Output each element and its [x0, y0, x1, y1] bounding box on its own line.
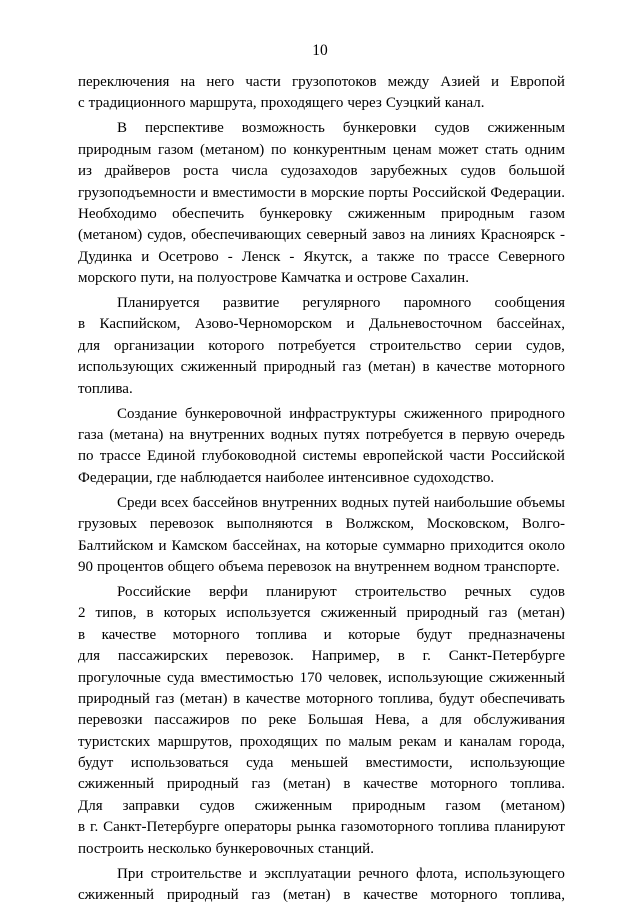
text-line: с традиционного маршрута, проходящего через Суэцкий канал.: [78, 95, 485, 112]
text-line: использующих сжиженный природный газ (метан) в качестве моторного: [78, 359, 565, 376]
text-line: грузоподъемности и вместимости в морские порты Российской Федерации.: [78, 184, 565, 201]
text-line: газа (метана) на внутренних водных путях потребуется в первую очередь: [78, 427, 565, 444]
text-line: 2 типов, в которых используется сжиженный природный газ (метан): [78, 605, 565, 622]
text-line: топлива.: [78, 380, 133, 397]
paragraph: [78, 864, 565, 906]
text-line: для пассажирских перевозок. Например, в г. Санкт-Петербурге: [78, 648, 565, 665]
paragraph: [78, 293, 565, 400]
text-line: построить несколько бункеровочных станций.: [78, 840, 374, 857]
text-line: перевозки пассажиров по реке Большая Нева, а для обслуживания: [78, 712, 565, 729]
paragraph: [78, 118, 565, 289]
page-number: 10: [312, 42, 328, 59]
text-line: Для заправки судов сжиженным природным газом (метаном): [78, 797, 565, 814]
text-line: сжиженный природный газ (метан) в качестве моторного топлива,: [78, 887, 565, 904]
text-line: Необходимо обеспечить бункеровку сжиженным природным газом: [78, 205, 565, 222]
text-line: 90 процентов общего объема перевозок на внутреннем водном транспорте.: [78, 558, 560, 575]
text-line: природным газом (метаном) по конкурентным ценам может стать одним: [78, 141, 565, 158]
text-line: в г. Санкт-Петербурге операторы рынка газомоторного топлива планируют: [78, 819, 565, 836]
document-body: [78, 72, 565, 906]
text-line: переключения на него части грузопотоков между Азией и Европой: [78, 74, 565, 90]
text-line: для организации которого потребуется строительство серии судов,: [78, 337, 565, 354]
text-line: Создание бункеровочной инфраструктуры сжиженного природного: [117, 405, 565, 422]
text-line: Среди всех бассейнов внутренних водных путей наибольшие объемы: [117, 494, 565, 511]
paragraph: [78, 493, 565, 579]
text-line: Планируется развитие регулярного паромного сообщения: [117, 295, 565, 312]
text-line: В перспективе возможность бункеровки судов сжиженным: [117, 120, 565, 137]
text-line: Федерации, где наблюдается наиболее интенсивное судоходство.: [78, 469, 495, 486]
text-line: Российские верфи планируют строительство речных судов: [117, 583, 565, 600]
text-line: туристских маршрутов, проходящих по малым рекам и каналам города,: [78, 733, 565, 750]
text-line: из драйверов роста числа судозаходов зарубежных судов большой: [78, 163, 565, 180]
text-line: Балтийском и Камском бассейнах, на которые суммарно приходится около: [78, 537, 565, 554]
text-line: прогулочные суда вместимостью 170 человек, использующие сжиженный: [78, 669, 565, 686]
text-line: морского пути, на полуострове Камчатка и острове Сахалин.: [78, 270, 469, 287]
text-line: грузовых перевозок выполняются в Волжском, Московском, Волго-: [78, 516, 565, 533]
text-line: в качестве моторного топлива и которые будут предназначены: [78, 626, 565, 643]
text-line: природный газ (метан) в качестве моторного топлива, будут обеспечивать: [78, 690, 565, 707]
text-line: (метаном) судов, обеспечивающих северный завоз на линиях Красноярск -: [78, 227, 565, 244]
text-line: сжиженный природный газ (метан) в качестве моторного топлива.: [78, 776, 565, 793]
text-line: будут использоваться суда меньшей вместимости, использующие: [78, 755, 565, 772]
text-line: в Каспийском, Азово-Черноморском и Дальневосточном бассейнах,: [78, 316, 565, 333]
text-line: по трассе Единой глубоководной системы европейской части Российской: [78, 448, 565, 465]
text-line: Дудинка и Осетрово - Ленск - Якутск, а также по трассе Северного: [78, 248, 565, 265]
paragraph: [78, 72, 565, 115]
paragraph: [78, 582, 565, 860]
text-line: При строительстве и эксплуатации речного флота, использующего: [117, 865, 565, 882]
paragraph: [78, 404, 565, 490]
